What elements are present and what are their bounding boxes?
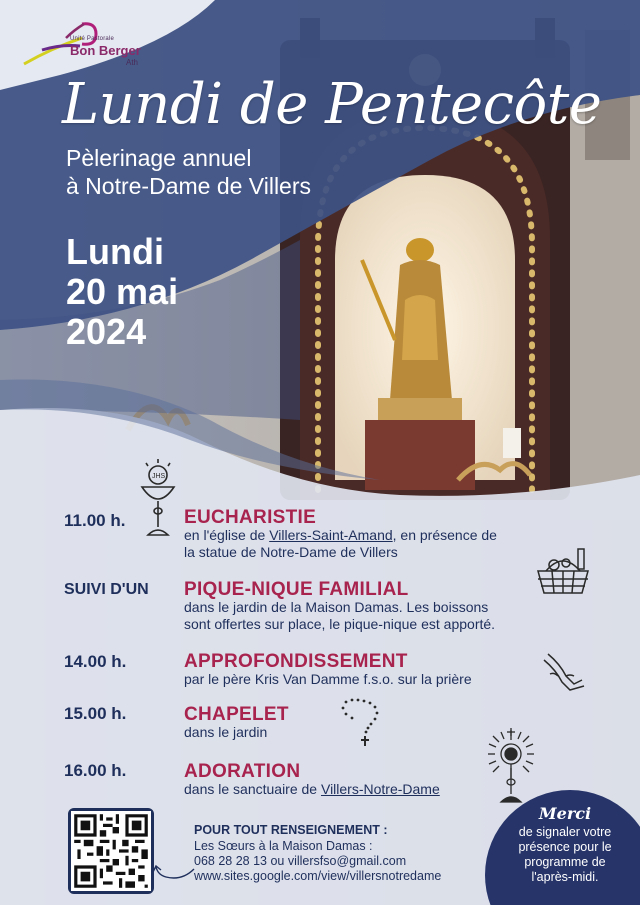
event-time-3: 14.00 h. [64, 652, 127, 671]
logo-small-text: Unité Pastorale [70, 36, 115, 42]
event-title-3: APPROFONDISSEMENT [184, 651, 408, 672]
info-line-2: 068 28 28 13 ou villersfso@gmail.com [194, 854, 407, 868]
subtitle-line-1: Pèlerinage annuel [66, 145, 252, 171]
event-desc-2-line-1: dans le jardin de la Maison Damas. Les boissons [184, 599, 489, 615]
merci-line-1: de signaler votre [518, 825, 612, 839]
event-title-5: ADORATION [184, 761, 301, 782]
arrow-icon [152, 855, 196, 885]
date-day: Lundi [66, 231, 164, 272]
link-villers-saint-amand[interactable]: Villers-Saint-Amand [269, 527, 393, 543]
logo-sub-text: Ath [126, 58, 139, 67]
merci-title: Merci [538, 804, 592, 823]
praying-hands-icon [540, 650, 588, 694]
event-time-4: 15.00 h. [64, 704, 127, 723]
info-line-3: www.sites.google.com/view/villersnotredame [194, 869, 442, 883]
event-title-2: PIQUE-NIQUE FAMILIAL [184, 579, 409, 600]
chalice-icon [134, 455, 182, 543]
event-desc-2-line-2: sont offertes sur place, le pique-nique est apporté. [184, 616, 496, 632]
event-time-2: SUIVI D'UN [64, 581, 149, 598]
event-title-4: CHAPELET [184, 704, 289, 725]
merci-line-2: présence pour le [518, 840, 612, 854]
event-desc-3-line-1: par le père Kris Van Damme f.s.o. sur la prière [184, 671, 472, 687]
info-line-1: Les Sœurs à la Maison Damas : [194, 839, 373, 853]
monstrance-icon [486, 728, 536, 804]
link-villers-notre-dame[interactable]: Villers-Notre-Dame [320, 781, 440, 797]
qr-code[interactable] [68, 808, 154, 894]
merci-line-3: programme de [524, 855, 606, 869]
picnic-basket-icon [532, 545, 594, 597]
rosary-icon [340, 696, 388, 748]
event-desc-1-line-1: en l'église de Villers-Saint-Amand, en présence de [184, 527, 497, 543]
qr-code-pattern [71, 811, 151, 891]
event-desc-4-line-1: dans le jardin [184, 724, 268, 740]
info-heading: POUR TOUT RENSEIGNEMENT : [194, 823, 388, 837]
logo-main-text: Bon Berger [70, 43, 141, 58]
subtitle-line-2: à Notre-Dame de Villers [66, 173, 312, 199]
event-time-5: 16.00 h. [64, 761, 127, 780]
event-desc-1-line-2: la statue de Notre-Dame de Villers [184, 544, 398, 560]
merci-line-4: l'après-midi. [531, 870, 599, 884]
page-title: Lundi de Pentecôte [62, 72, 602, 137]
date-month: 20 mai [66, 271, 179, 312]
svg-text:JHS: JHS [152, 473, 166, 480]
event-desc-5-line-1: dans le sanctuaire de Villers-Notre-Dame [184, 781, 440, 797]
merci-text [500, 825, 630, 885]
date-year: 2024 [66, 311, 147, 352]
event-time-1: 11.00 h. [64, 511, 126, 530]
event-title-1: EUCHARISTIE [184, 507, 317, 528]
